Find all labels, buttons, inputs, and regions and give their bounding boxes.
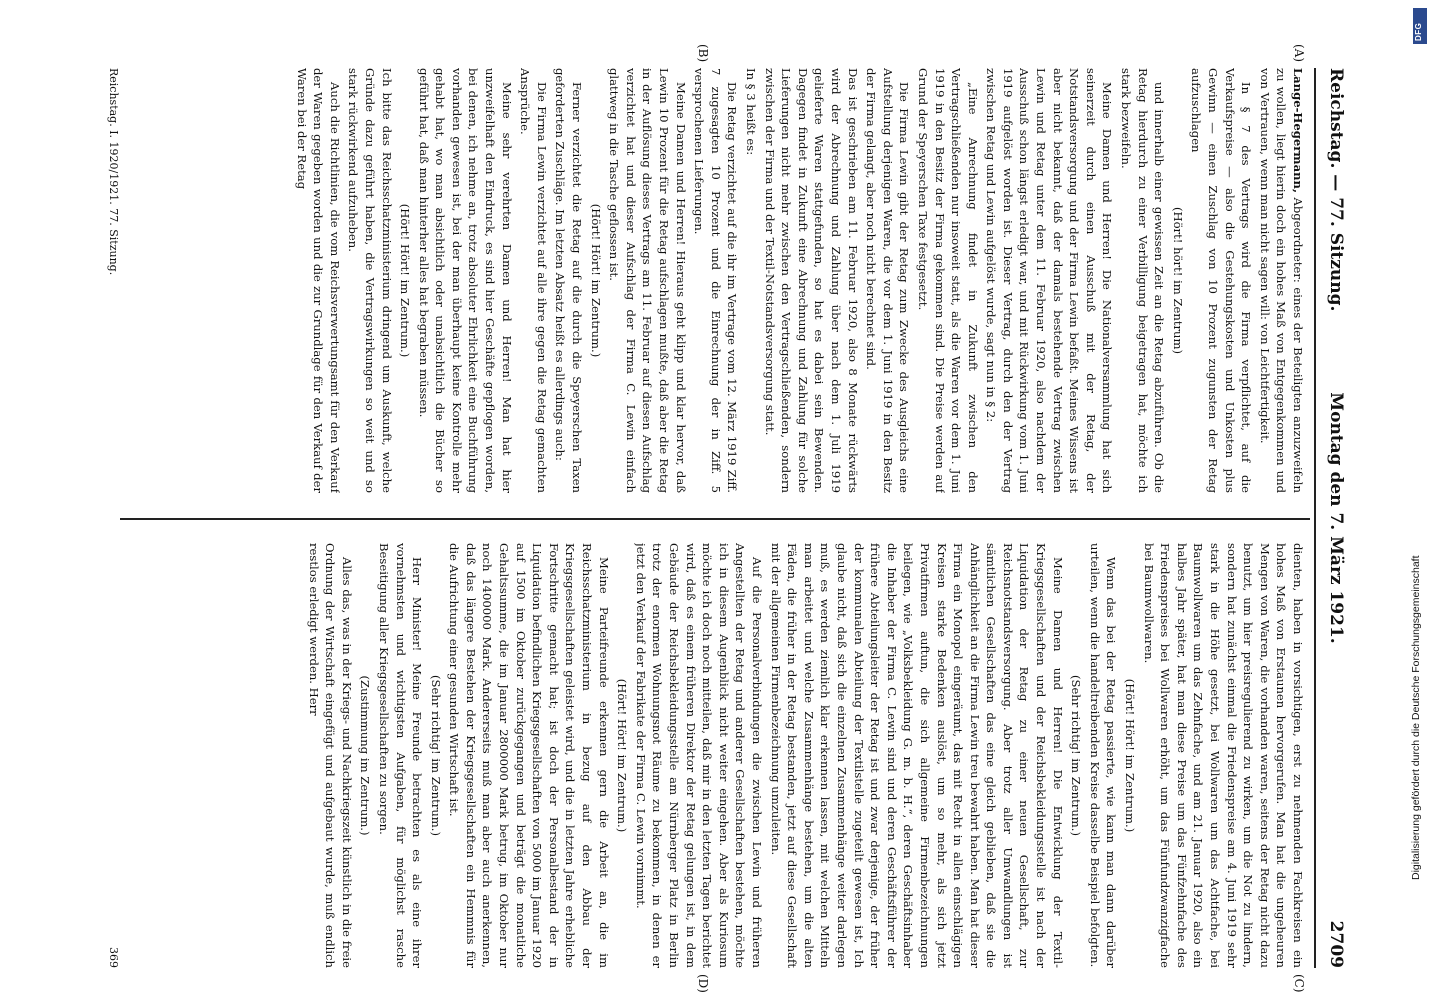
marker-c: (C) <box>1292 974 1306 993</box>
marker-d: (D) <box>696 974 710 993</box>
paragraph: (Sehr richtig! im Zentrum.) <box>1069 674 1084 836</box>
paragraph: und innerhalb einer gewissen Zeit an die Retag abzuführen. Ob die Retag hierdurch zu einer Verbilligung beigetragen hat, möchte ich stark bezweifeln. <box>1119 68 1167 493</box>
paragraph: Wenn das bei der Retag passierte, wie kann man dann darüber urteilen, wenn die handeltreibenden Kreise dasselbe Beispiel befolgten. <box>1087 543 1119 968</box>
paragraph: Die Retag verzichtet auf die ihr im Vertrage vom 12. März 1919 Ziff. 7 zugesagten 10 Prozent und die Einrechnung der in Ziff. 5 versprochenen Lieferungen. <box>692 68 740 493</box>
digitization-note <box>1410 120 1426 880</box>
paragraph: (Sehr richtig! im Zentrum.) <box>428 674 443 836</box>
right-text-column <box>126 543 1306 968</box>
paragraph <box>1256 68 1306 493</box>
digitization-note-text: Digitalisierung gefördert durch die Deutsche Forschungsgemeinschaft <box>1410 555 1422 880</box>
left-text-column <box>126 68 1306 493</box>
paragraph: Meine sehr verehrten Damen und Herren! Man hat hier unzweifelhaft den Eindruck, es sind hier Geschäfte gepflogen worden, bei denen, ich nehme an, trotz absoluter Ehrlichkeit eine Buchführung vorhanden gewesen ist, bei der man überhaupt keine Kontrolle mehr gehabt hat, wo man absichtlich oder unabsichtlich die Bücher so geführt hat, daß man hinterher alles hat begraben müssen. <box>416 68 514 493</box>
paragraph: Meine Parteifreunde erkennen gern die Arbeit an, die im Reichsschatzministerium in bezug auf den Abbau der Kriegsgesellschaften geleistet wird, und die in letzten Jahre erhebliche Fortschritte gemacht hat; ist doch der Personalbestand der in Liquidation befindlichen Kriegsgesellschaften von 5000 im Januar 1920 auf 1500 im Oktober zurückgegangen und beträgt die monatliche Gehaltssumme, die im Januar 2800000 Mark betrug, im Oktober nur noch 1400000 Mark. Andererseits muß man aber auch anerkennen, daß das längere Bestehen der Kriegsgesellschaften ein Hemmnis für die Aufrichtung einer gesunden Wirtschaft ist. <box>447 543 611 968</box>
paragraph: „Eine Anrechnung findet in Zukunft zwischen den Vertragschließenden nur insoweit statt, als die Waren vor dem 1. Juni 1919 in den Besitz der Firma gekommen sind. Die Preise werden auf Grund der Speyerschen Taxe festgesetzt. <box>915 68 980 493</box>
paragraph: dienten, haben in vorsichtigen, erst zu nehmenden Fachkreisen ein hohes Maß von Erstaunen hervorgerufen. Man hat die ungeheuren Mengen von Waren, die vorhanden waren, seitens der Retag nicht dazu benutzt, um hier preisregulierend zu wirken, um die Not zu lindern, sondern hat zunächst einmal die Friedenspreise am 4. Juni 1919 sehr stark in die Höhe gesetzt, bei Wollwaren um das Achtfache, bei Baumwollwaren um das Zehnfache, und am 21. Januar 1920, also ein halbes Jahr später, hat man diese Preise um das Fünfzehnfache des Friedenspreises bei Wollwaren erhöht, um das Fünfundzwanzigfache bei Baumwollwaren. <box>1141 543 1305 968</box>
speaker-role: Abgeordneter: <box>1291 192 1305 283</box>
page-header <box>1314 68 1350 968</box>
paragraph: Herr Minister! Meine Freunde betrachten es als eine ihrer vornehmsten und wichtigsten Aufgaben, für möglichst rasche Beseitigung aller Kriegsgesellschaften zu sorgen. <box>376 543 425 968</box>
paragraph: Meine Damen und Herren! Die Entwicklung der Textil-Kriegsgesellschaften und der Reichsbekleidungsstelle ist nach der Liquidation der Retag zu einer neuen Gesellschaft, zur Reichsnotstandsversorgung. Aber trotz aller Umwandlungen ist sämtlichen Gesellschaften das eine gleich geblieben, daß sie die Anhänglichkeit an die Firma Lewin treu bewahrt haben. Man hat dieser Firma ein Monopol eingeräumt, das mit Recht in allen einschlägigen Kreisen starke Bedenken auslöst, um so mehr, als sich jetzt Privatfirmen auftun, die sich allgemeine Firmenbezeichnungen beilegen, wie „Volksbekleidung G. m. b. H.“, deren Geschäftsinhaber die Inhaber der Firma C. Lewin sind und deren Geschäftsführer der frühere Abteilungsleiter der Retag ist und zwar derjenige, der früher der kommunalen Abteilung der Textilstelle zugeteilt gewesen ist, Ich glaube nicht, daß sich die einzelnen Zusammenhänge weiter darlegen muß, es werden ziemlich klar erkennen lassen, mit welchen Mitteln man arbeitet und welche Zusammenhänge bestehen, um die alten Fäden, die früher in der Retag bestanden, jetzt auf diese Gesellschaft mit der allgemeinen Firmenbezeichnung umzuleiten. <box>768 543 1065 968</box>
paragraph: (Hört! Hört! im Zentrum.) <box>398 203 413 358</box>
paragraph: Alles das, was in der Kriegs- und Nachkriegszeit künstlich in die freie Ordnung der Wirtschaft eingefügt und aufgebaut wurde, muß endlich restlos erledigt werden. Herr <box>306 543 354 968</box>
dfg-logo-text: DFG <box>1414 22 1423 41</box>
paragraph: Ich bitte das Reichsschatzministerium dringend um Auskunft, welche Gründe dazu geführt haben, die Vertragswirkungen so weit und so stark rückwirkend aufzuheben. <box>346 68 394 493</box>
footer-signature: Reichstag. I. 1920/1921. 77. Sitzung. <box>107 68 120 276</box>
paragraph: Die Firma Lewin verzichtet auf alle ihre gegen die Retag gemachten Ansprüche. <box>518 68 549 493</box>
speaker-name: Lange-Hegermann, <box>1291 68 1305 193</box>
paragraph: In § 3 heißt es: <box>744 68 758 156</box>
paragraph: Die Firma Lewin gibt der Retag zum Zwecke des Ausgleichs eine Aufstellung derjenigen Waren, die vor dem 1. Juni 1919 in den Besitz der Firma gelangt, aber noch nicht berechnet sind. <box>864 68 912 493</box>
paragraph: Auch die Richtlinien, die vom Reichsverwertungsamt für den Verkauf der Waren gegeben worden und die zur Grundlage für den Verkauf der Waren bei der Retag <box>294 68 342 493</box>
rotated-print-page <box>90 44 1350 993</box>
paragraph: (Hört! hört! im Zentrum) <box>1170 206 1185 355</box>
paragraph: Das ist geschrieben am 11. Februar 1920, also 8 Monate rückwärts wird der Abrechnung und Zahlung über nach dem 1. Juli 1919 gelieferte Waren stattgefunden, so hat es dabei sein Bewenden. Dagegen findet in Zukunft eine Abrechnung und Zahlung für solche Lieferungen nicht mehr zwischen den Vertragschließenden, sondern zwischen der Firma und der Textil-Notstandsversorgung statt. <box>762 68 860 493</box>
marker-b: (B) <box>696 44 710 63</box>
paragraph: In § 7 des Vertrags wird die Firma verpflichtet, auf die Verkaufspreise — also die Gestehungskosten und Unkosten plus Gewinn — einen Zuschlag von 10 Prozent zugunsten der Retag aufzuschlagen <box>1189 68 1254 493</box>
marker-a: (A) <box>1292 44 1306 63</box>
header-session: Reichstag. — 77. Sitzung. <box>1326 68 1346 312</box>
paragraph: Meine Damen und Herren! Hieraus geht klipp und klar hervor, daß Lewin 10 Prozent für die Retag aufschlagen mußte, daß aber die Retag in der Auflösung dieses Vertrags am 11. Februar auf diesen Aufschlag verzichtet hat und dieser Aufschlag der Firma C. Lewin einfach glattweg in die Tasche geflossen ist. <box>607 68 688 493</box>
header-date: Montag den 7. März 1921. <box>1326 392 1346 644</box>
column-divider <box>120 518 1310 520</box>
speech-text: eines der Beteiligten anzuzweifeln zu wollen, liegt hierin doch ein hohes Maß von Entgegenkommen und von Vertrauen, wenn man nicht sagen will: von Leichtfertigkeit. <box>1257 68 1305 493</box>
paragraph: Ferner verzichtet die Retag auf die durch die Speyerschen Taxen geforderten Zuschläge. Im letzten Absatz heißt es allerdings auch: <box>553 68 585 493</box>
dfg-logo <box>1413 8 1427 44</box>
paragraph: (Hört! Hört! im Zentrum.) <box>615 678 630 833</box>
paragraph: Meine Damen und Herren! Die Nationalversammlung hat sich seinerzeit durch einen Ausschuß mit der Retag, der Notstandsversorgung und der Firma Lewin befaßt. Meines Wissens ist aber nicht bekannt, daß der damals bestehende Vertrag zwischen Lewin und Retag unter dem 11. Februar 1920, also nachdem der Ausschuß schon längst erledigt war, und mit Rückwirkung vom 1. Juni 1919 aufgelöst worden ist. Dieser Vertrag, durch den der Vertrag zwischen Retag und Lewin aufgelöst wurde, sagt nun in § 2: <box>984 68 1115 493</box>
paragraph: (Hört! Hört! im Zentrum.) <box>588 203 603 358</box>
paragraph: Auf die Personalverbindungen die zwischen Lewin und früheren Angestellten der Retag und anderer Gesellschaften bestehen, möchte ich in diesem Augenblick nicht weiter eingehen. Aber als Kuriosum möchte ich doch noch mitteilen, daß mir in den letzten Tagen berichtet wird, daß es einem früheren Direktor der Retag gelungen ist, in dem Gebäude der Reichsbekleidungsstelle am Nürnberger Platz in Berlin trotz der enormen Wohnungsnot Räume zu bekommen, in denen er jetzt den Verkauf der Fabrikate der Firma C. Lewin vornimmt. <box>633 543 764 968</box>
footer-sheet-number: 369 <box>107 947 120 968</box>
paragraph: (Hört! Hört! im Zentrum.) <box>1123 678 1138 833</box>
header-page-number: 2709 <box>1326 920 1346 968</box>
paragraph: (Zustimmung im Zentrum.) <box>358 675 373 836</box>
